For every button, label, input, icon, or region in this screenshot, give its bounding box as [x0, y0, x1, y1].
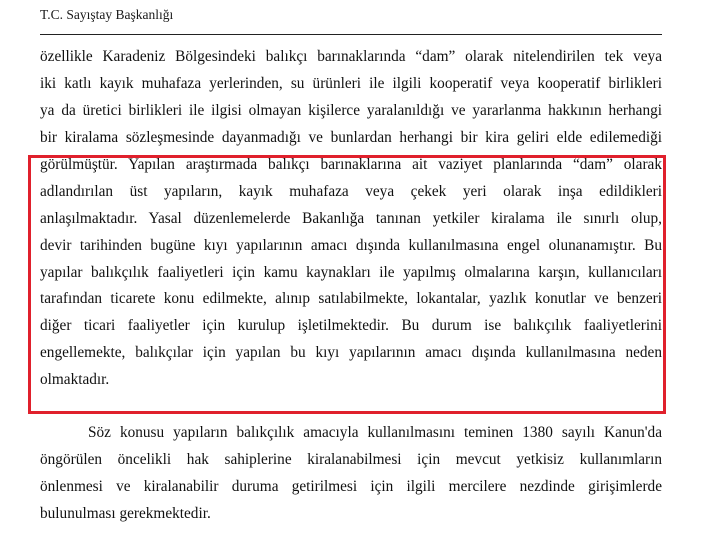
text-line: görülmüştür. Yapılan araştırmada balıkçı barınaklarına ait vaziyet planlarında “dam” olarak	[40, 156, 662, 173]
paragraph-intro	[40, 44, 662, 152]
text-line: özellikle Karadeniz Bölgesindeki balıkçı barınaklarında “dam” olarak nitelendirilen tek veya	[40, 48, 662, 65]
text-line: Söz konusu yapıların balıkçılık amacıyla kullanılmasını teminen 1380 sayılı Kanun'da	[88, 424, 662, 441]
text-line: engellemekte, balıkçılar için yapılan bu kıyı yapılarının amacı dışında kullanılmasına neden	[40, 344, 662, 362]
text-line: adlandırılan üst yapıların, kayık muhafaza veya çekek yeri olarak inşa edildikleri	[40, 182, 662, 200]
text-line: devir tarihinden bugüne kıyı yapılarının amacı dışında kullanılmasına engel olunanamıştır. Bu	[40, 236, 662, 254]
page-header: T.C. Sayıştay Başkanlığı	[40, 7, 174, 22]
text-line: öngörülen öncelikli hak sahiplerine kiralanabilmesi için mevcut yetkisiz kullanımların	[40, 450, 662, 468]
text-line: önlenmesi ve kiralanabilir duruma getirilmesi için ilgili mercilere nezdinde girişimlerde	[40, 477, 662, 495]
paragraph-highlighted	[40, 152, 662, 394]
text-line: anlaşılmaktadır. Yasal düzenlemelerde Bakanlığa tanınan yetkiler kiralama ile sınırlı olup,	[40, 209, 662, 227]
text-line: yapılar balıkçılık faaliyetleri için kamu kaynakları ile yapılmış olmalarına karşın, kullanıcıları	[40, 263, 662, 281]
header-divider	[40, 34, 662, 35]
text-line: diğer ticari faaliyetler için kurulup işletilmektedir. Bu durum ise balıkçılık faaliyetlerini	[40, 317, 662, 335]
paragraph-closing	[40, 420, 662, 528]
text-line: tarafından ticarete konu edilmekte, alınıp satılabilmekte, lokantalar, yazlık konutlar ve benzeri	[40, 290, 662, 308]
text-line: olmaktadır.	[40, 371, 110, 389]
text-line: iki katlı kayık muhafaza yerlerinden, su ürünleri ile ilgili kooperatif veya kooperatif birlikleri	[40, 74, 662, 92]
text-line: bulunulması gerekmektedir.	[40, 504, 211, 522]
text-line: ya da üretici birlikleri ile ilgisi olmayan kişilerce yaralanıldığı ve yararlanma hakkının herhangi	[40, 101, 662, 119]
text-line: bir kiralama sözleşmesinde dayanmadığı ve bunlardan herhangi bir kira geliri elde edilemediği	[40, 128, 662, 146]
